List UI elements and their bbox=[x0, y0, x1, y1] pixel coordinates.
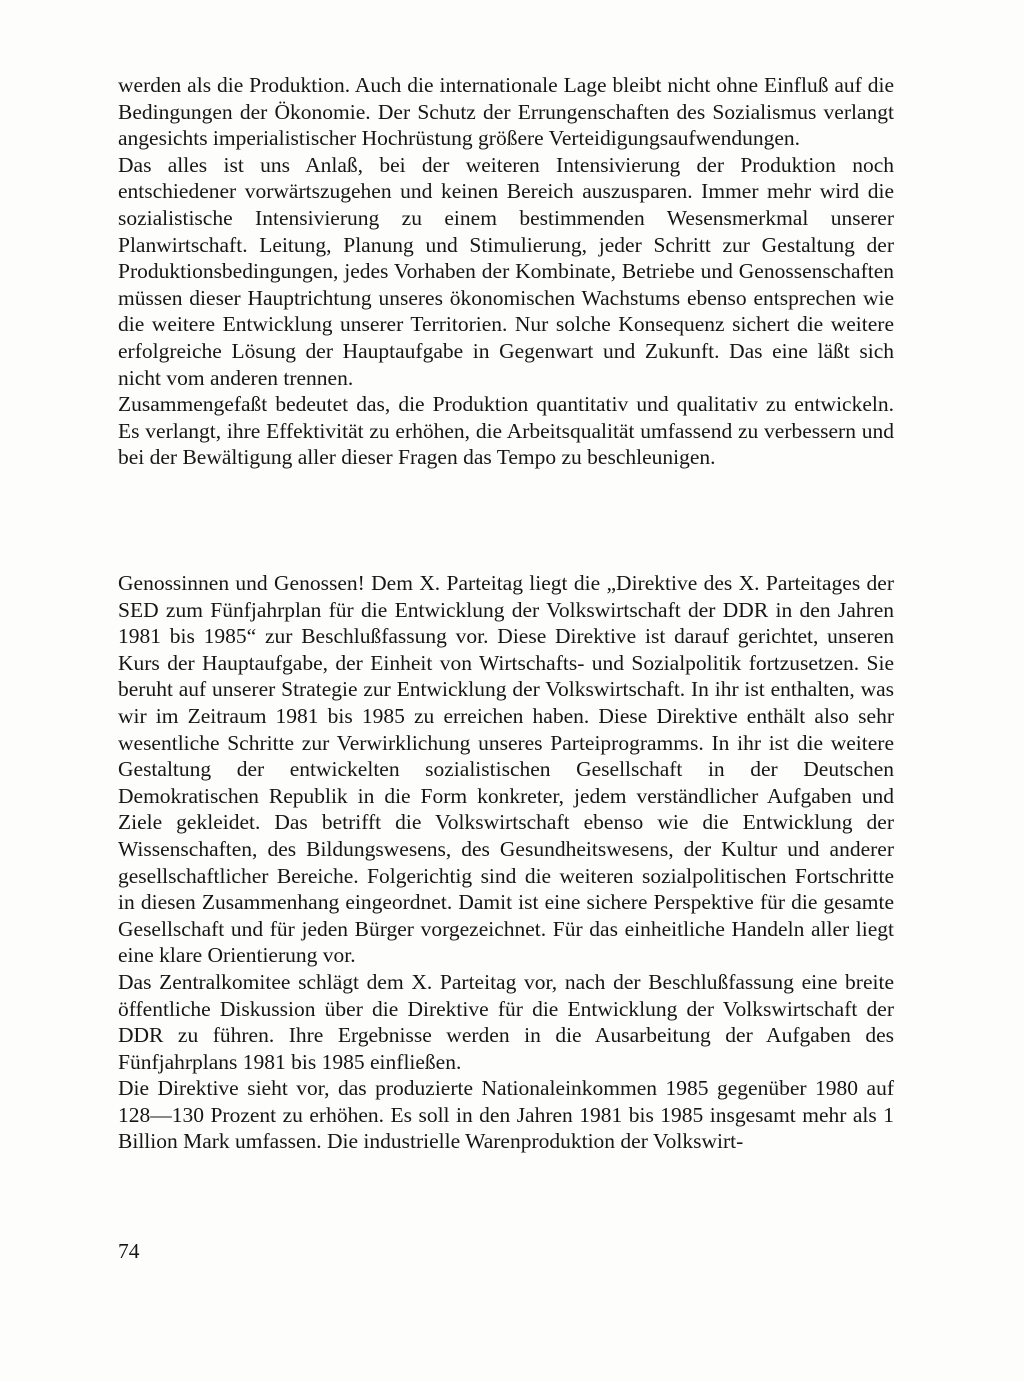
paragraph: werden als die Produktion. Auch die internationale Lage bleibt nicht ohne Einfluß auf die Bedingungen der Ökonomie. Der Schutz der Errungenschaften des Sozialismus verlangt angesichts imperialistischer Hochrüstung größere Verteidigungsaufwendungen. bbox=[118, 73, 894, 151]
paragraph: Das Zentralkomitee schlägt dem X. Parteitag vor, nach der Beschlußfassung eine breite öffentliche Diskussion über die Direktive für die Entwicklung der Volkswirtschaft der DDR zu führen. Ihre Ergebnisse werden in die Ausarbeitung der Aufgaben des Fünfjahrplans 1981 bis 1985 einfließen. bbox=[118, 969, 894, 1074]
paragraph: Zusammengefaßt bedeutet das, die Produktion quantitativ und qualitativ zu entwickeln. Es verlangt, ihre Effektivität zu erhöhen, die Arbeitsqualität umfassend zu verbessern und bei der Bewältigung aller dieser Fragen das Tempo zu beschleunigen. bbox=[118, 392, 894, 470]
paragraph: Genossinnen und Genossen! Dem X. Parteitag liegt die „Direktive des X. Parteitages der SED zum Fünfjahrplan für die Entwicklung der Volkswirtschaft der DDR in den Jahren 1981 bis 1985“ zur Beschlußfassung vor. Diese Direktive ist darauf gerichtet, unseren Kurs der Hauptaufgabe, der Einheit von Wirtschafts- und Sozialpolitik fortzusetzen. Sie beruht auf unserer Strategie zur Entwicklung der Volkswirtschaft. In ihr ist enthalten, was wir im Zeitraum 1981 bis 1985 zu erreichen haben. Diese Direktive enthält also sehr wesentliche Schritte zur Verwirklichung unseres Parteiprogramms. In ihr ist die weitere Gestaltung der entwickelten sozialistischen Gesellschaft in der Deutschen Demokratischen Republik in die Form konkreter, jedem verständlicher Aufgaben und Ziele gekleidet. Das betrifft die Volkswirtschaft ebenso wie die Entwicklung der Wissenschaften, des Bildungswesens, des Gesundheitswesens, der Kultur und anderer gesellschaftlicher Bereiche. Folgerichtig sind die weiteren sozialpolitischen Fortschritte in diesen Zusammenhang eingeordnet. Damit ist eine sichere Perspektive für die gesamte Gesellschaft und für jeden Bürger vorgezeichnet. Für das einheitliche Handeln aller liegt eine klare Orientierung vor. bbox=[118, 571, 894, 968]
text-section-1 bbox=[118, 72, 894, 471]
page-number: 74 bbox=[118, 1239, 140, 1263]
paragraph: Das alles ist uns Anlaß, bei der weiteren Intensivierung der Produktion noch entschiedener vorwärtszugehen und keinen Bereich auszusparen. Immer mehr wird die sozialistische Intensivierung zu einem bestimmenden Wesensmerkmal unserer Planwirtschaft. Leitung, Planung und Stimulierung, jeder Schritt zur Gestaltung der Produktionsbedingungen, jedes Vorhaben der Kombinate, Betriebe und Genossenschaften müssen dieser Hauptrichtung unseres ökonomischen Wachstums ebenso entsprechen wie die weitere Entwicklung unserer Territorien. Nur solche Konsequenz sichert die weitere erfolgreiche Lösung der Hauptaufgabe in Gegenwart und Zukunft. Das eine läßt sich nicht vom anderen trennen. bbox=[118, 152, 894, 390]
paragraph: Die Direktive sieht vor, das produzierte Nationaleinkommen 1985 gegenüber 1980 auf 128—130 Prozent zu erhöhen. Es soll in den Jahren 1981 bis 1985 insgesamt mehr als 1 Billion Mark umfassen. Die industrielle Warenproduktion der Volkswirt- bbox=[118, 1076, 894, 1154]
text-section-2 bbox=[118, 570, 894, 1155]
